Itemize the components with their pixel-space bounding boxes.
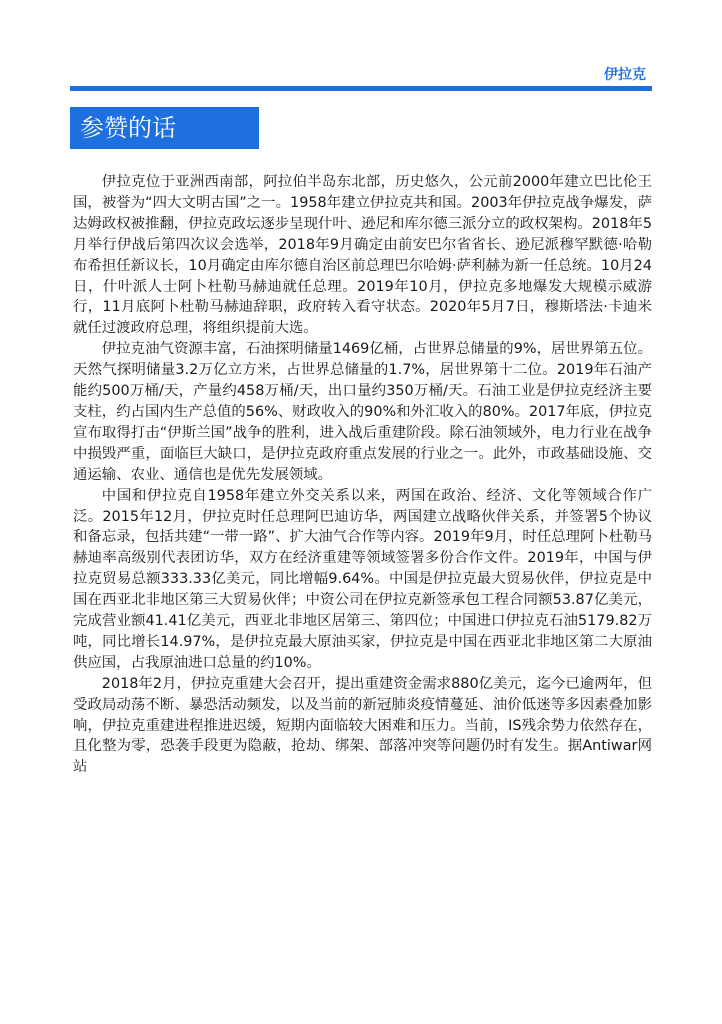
- paragraph: 2018年2月，伊拉克重建大会召开，提出重建资金需求880亿美元，迄今已逾两年，但受政局动荡不断、暴恐活动频发，以及当前的新冠肺炎疫情蔓延、油价低迷等多因素叠加影响，伊拉克重建进程推进迟缓，短期内面临较大困难和压力。当前，IS残余势力依然存在，且化整为零，恐袭手段更为隐蔽，抢劫、绑架、部落冲突等问题仍时有发生。据Antiwar网站: [73, 675, 652, 776]
- header-divider: [70, 86, 652, 91]
- paragraph: 伊拉克油气资源丰富，石油探明储量1469亿桶，占世界总储量的9%，居世界第五位。天然气探明储量3.2万亿立方米，占世界总储量的1.7%，居世界第十二位。2019年石油产能约500万桶/天，产量约458万桶/天，出口量约350万桶/天。石油工业是伊拉克经济主要支柱，约占国内生产总值的56%、财政收入的90%和外汇收入的80%。2017年底，伊拉克宣布取得打击“伊斯兰国”战争的胜利，进入战后重建阶段。除石油领域外，电力行业在战争中损毁严重，面临巨大缺口，是伊拉克政府重点发展的行业之一。此外，市政基础设施、交通运输、农业、通信也是优先发展领域。: [73, 341, 652, 483]
- running-header-country: 伊拉克: [604, 67, 646, 83]
- body-text: [73, 172, 652, 778]
- paragraph: 中国和伊拉克自1958年建立外交关系以来，两国在政治、经济、文化等领域合作广泛。2015年12月，伊拉克时任总理阿巴迪访华，两国建立战略伙伴关系，并签署5个协议和备忘录，包括共建“一带一路”、扩大油气合作等内容。2019年9月，时任总理阿卜杜勒马赫迪率高级别代表团访华，双方在经济重建等领域签署多份合作文件。2019年，中国与伊拉克贸易总额333.33亿美元，同比增幅9.64%。中国是伊拉克最大贸易伙伴，伊拉克是中国在西亚北非地区第三大贸易伙伴；中资公司在伊拉克新签承包工程合同额53.87亿美元，完成营业额41.41亿美元，西亚北非地区居第三、第四位；中国进口伊拉克石油5179.82万吨，同比增长14.97%，是伊拉克最大原油买家，伊拉克是中国在西亚北非地区第二大原油供应国，占我原油进口总量的约10%。: [73, 487, 652, 671]
- paragraph: 伊拉克位于亚洲西南部，阿拉伯半岛东北部，历史悠久，公元前2000年建立巴比伦王国，被誉为“四大文明古国”之一。1958年建立伊拉克共和国。2003年伊拉克战争爆发，萨达姆政权被推翻，伊拉克政坛逐步呈现什叶、逊尼和库尔德三派分立的政权架构。2018年5月举行伊战后第四次议会选举，2018年9月确定由前安巴尔省省长、逊尼派穆罕默德·哈勒布希担任新议长，10月确定由库尔德自治区前总理巴尔哈姆·萨利赫为新一任总统。10月24日，什叶派人士阿卜杜勒马赫迪就任总理。2019年10月，伊拉克多地爆发大规模示威游行，11月底阿卜杜勒马赫迪辞职，政府转入看守状态。2020年5月7日，穆斯塔法·卡迪米就任过渡政府总理，将组织提前大选。: [73, 174, 652, 337]
- section-title: 参赞的话: [70, 107, 259, 149]
